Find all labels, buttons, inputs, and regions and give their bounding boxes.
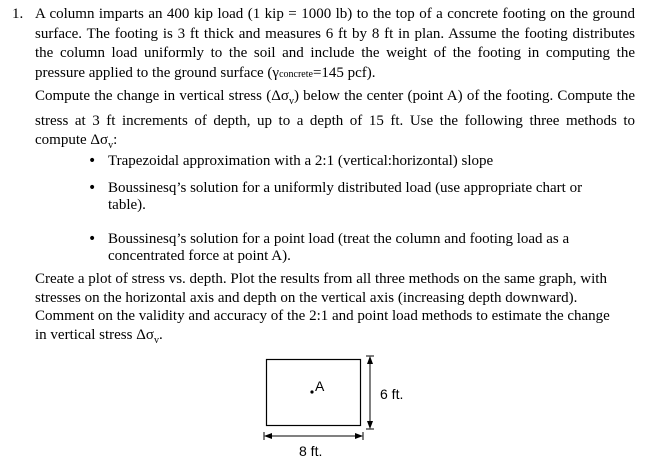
width-arrow-right — [355, 433, 363, 439]
compute-sub-b: v — [108, 140, 114, 151]
compute-sub-a: v — [288, 96, 294, 107]
problem-intro-paragraph — [35, 5, 635, 84]
width-arrow-left — [264, 433, 272, 439]
methods-list — [88, 153, 648, 265]
intro-text: A column imparts an 400 kip load (1 kip = 1000 lb) to the top of a concrete footing on the ground surface. The footing is 3 ft thick and measures 6 ft by 8 ft in plan. Assume the footing distributes the column load uniformly to the soil and include the weight of the footing in computing the pressure applied to the ground surface ( — [35, 6, 635, 81]
height-arrow-bottom — [367, 421, 373, 429]
plot-text-a: Create a plot of stress vs. depth. Plot the results from all three methods on the same graph, with stresses on the horizontal axis and depth on the vertical axis (increasing depth downward). Comment on the validity and accuracy of the 2:1 and point load methods to estimate the change in vertical stress Δσ — [35, 271, 610, 343]
height-label: 6 ft. — [380, 386, 404, 402]
method-item-trapezoidal: • Trapezoidal approximation with a 2:1 (vertical:horizontal) slope — [88, 153, 613, 170]
point-a-label: A — [315, 378, 325, 394]
point-a-dot — [310, 390, 313, 393]
compute-text-c: : — [113, 132, 118, 148]
width-label: 8 ft. — [299, 443, 323, 459]
method-item-boussinesq-uniform: • Boussinesq’s solution for a uniformly distributed load (use appropriate chart or table). — [88, 180, 613, 214]
compute-text-b: ) below the center (point A) of the footing. Compute the stress at 3 ft increments of depth, up to a depth of 15 ft. Use the following three methods to compute Δσ — [35, 88, 635, 148]
plot-sub-a: v — [153, 334, 159, 346]
plot-instructions-paragraph — [35, 270, 625, 350]
footing-plan-diagram — [258, 353, 408, 470]
method-item-boussinesq-point: • Boussinesq’s solution for a point load (treat the column and footing load as a concentrated force at point A). — [88, 231, 613, 265]
compute-instructions-paragraph — [35, 87, 635, 156]
problem-number: 1. — [12, 6, 24, 22]
gamma-symbol: γ — [272, 64, 280, 81]
plot-text-b: . — [158, 326, 163, 343]
height-arrow-top — [367, 356, 373, 364]
unit-weight-value: =145 pcf). — [312, 64, 376, 81]
gamma-subscript: concrete — [279, 68, 313, 80]
compute-text-a: Compute the change in vertical stress (Δσ — [35, 88, 289, 104]
